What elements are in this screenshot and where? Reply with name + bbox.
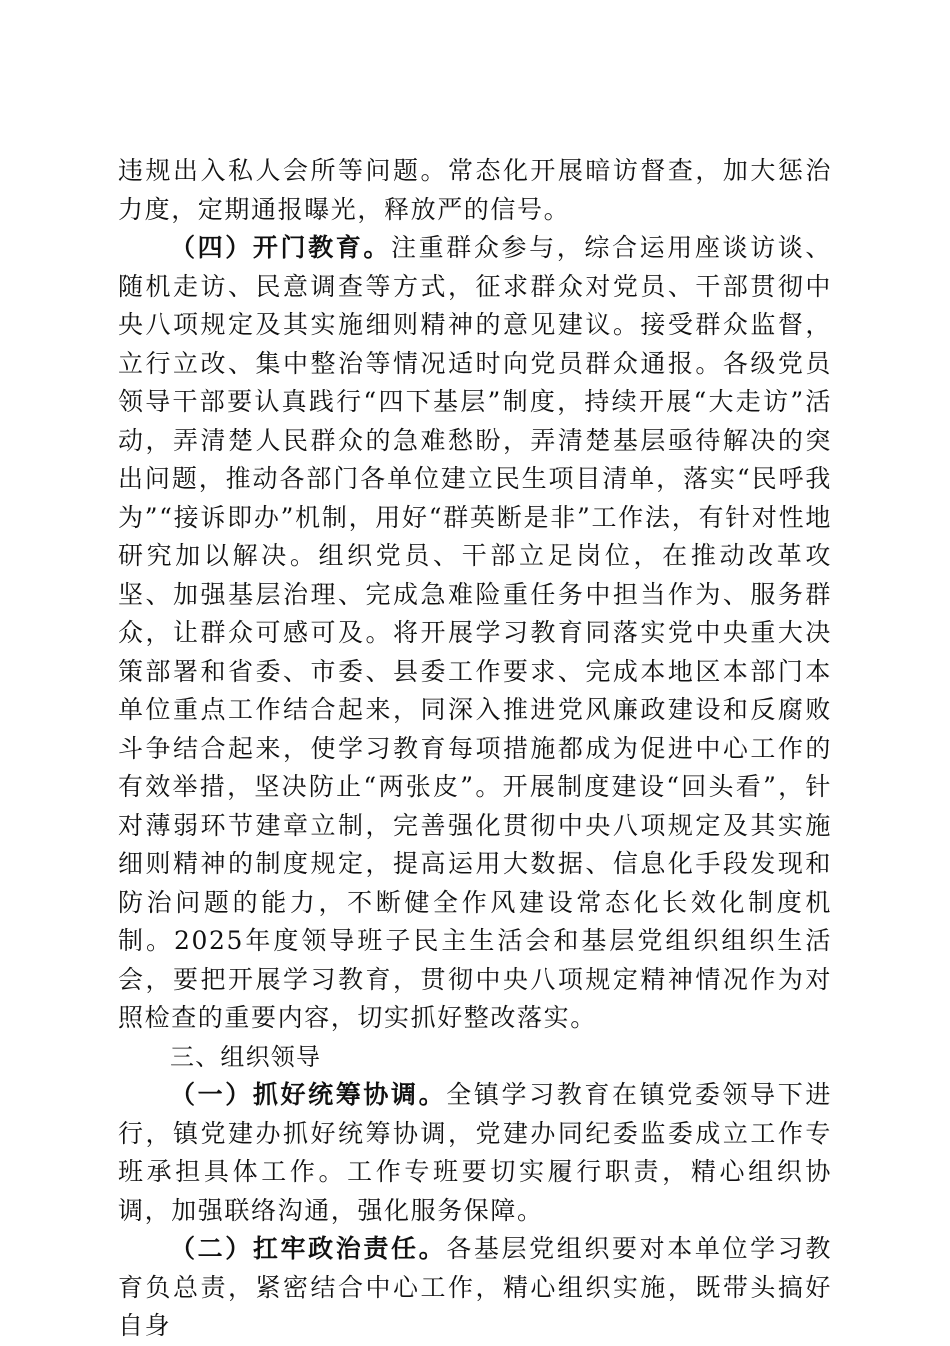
paragraph-responsibility: [118, 1230, 832, 1346]
paragraph-coordination: [118, 1076, 832, 1230]
section-heading: 三、组织领导: [170, 1042, 322, 1071]
paragraph-lead: （二）扛牢政治责任。: [170, 1234, 447, 1263]
paragraph-text: 全镇学习教育在镇党委领导下进行，镇党建办抓好统筹协调，党建办同纪委监委成立工作专班承担具体工作。工作专班要切实履行职责，精心组织协调，加强联络沟通，强化服务保障。: [118, 1080, 832, 1225]
paragraph-text: 各基层党组织要对本单位学习教育负总责，紧密结合中心工作，精心组织实施，既带头搞好自身: [118, 1234, 832, 1340]
document-page: [118, 152, 832, 1346]
paragraph-continuation: [118, 152, 832, 229]
paragraph-lead: （一）抓好统筹协调。: [170, 1080, 447, 1109]
paragraph-text: 违规出入私人会所等问题。常态化开展暗访督查，加大惩治力度，定期通报曝光，释放严的信号。: [118, 156, 832, 224]
paragraph-open-education: [118, 229, 832, 1038]
paragraph-lead: （四）开门教育。: [170, 233, 392, 262]
paragraph-text: 注重群众参与，综合运用座谈访谈、随机走访、民意调查等方式，征求群众对党员、干部贯彻中央八项规定及其实施细则精神的意见建议。接受群众监督，立行立改、集中整治等情况适时向党员群众通报。各级党员领导干部要认真践行“四下基层”制度，持续开展“大走访”活动，弄清楚人民群众的急难愁盼，弄清楚基层亟待解决的突出问题，推动各部门各单位建立民生项目清单，落实“民呼我为”“接诉即办”机制，用好“群英断是非”工作法，有针对性地研究加以解决。组织党员、干部立足岗位，在推动改革攻坚、加强基层治理、完成急难险重任务中担当作为、服务群众，让群众可感可及。将开展学习教育同落实党中央重大决策部署和省委、市委、县委工作要求、完成本地区本部门本单位重点工作结合起来，同深入推进党风廉政建设和反腐败斗争结合起来，使学习教育每项措施都成为促进中心工作的有效举措，坚决防止“两张皮”。开展制度建设“回头看”，针对薄弱环节建章立制，完善强化贯彻中央八项规定及其实施细则精神的制度规定，提高运用大数据、信息化手段发现和防治问题的能力，不断健全作风建设常态化长效化制度机制。2025年度领导班子民主生活会和基层党组织组织生活会，要把开展学习教育，贯彻中央八项规定精神情况作为对照检查的重要内容，切实抓好整改落实。: [118, 233, 832, 1032]
